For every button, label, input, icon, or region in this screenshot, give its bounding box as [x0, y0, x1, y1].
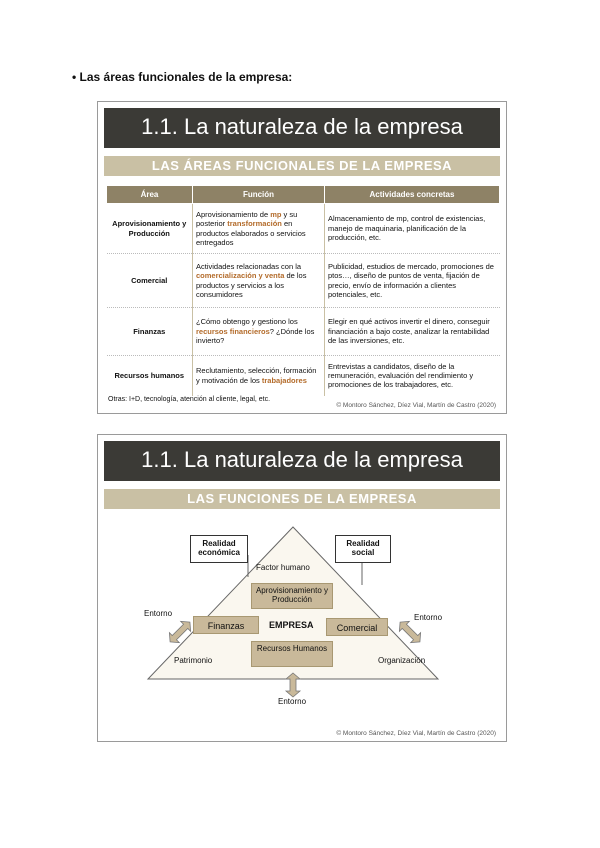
slide-subtitle: LAS FUNCIONES DE LA EMPRESA	[187, 491, 417, 506]
empresa-label: EMPRESA	[269, 620, 314, 630]
column-header-area: Área	[107, 186, 193, 204]
organizacion-label: Organización	[378, 656, 426, 665]
activities-cell: Elegir en qué activos invertir el dinero, conseguir financiación a bajo coste, analizar la rentabilidad de las inversiones, etc.	[325, 308, 500, 356]
areas-table	[106, 185, 500, 396]
table-row	[107, 308, 500, 356]
slide-areas-funcionales	[97, 101, 507, 414]
slide-title: 1.1. La naturaleza de la empresa	[141, 114, 463, 139]
table-row	[107, 204, 500, 254]
recursos-humanos-box: Recursos Humanos	[251, 641, 333, 667]
function-cell: Actividades relacionadas con la comercialización y venta de los productos y servicios a los consumidores	[193, 254, 325, 308]
column-header-actividades: Actividades concretas	[325, 186, 500, 204]
entorno-bottom-label: Entorno	[278, 697, 307, 706]
column-header-funcion: Función	[193, 186, 325, 204]
section-heading: • Las áreas funcionales de la empresa:	[72, 70, 293, 84]
area-cell: Recursos humanos	[107, 356, 193, 396]
comercial-box: Comercial	[326, 618, 388, 636]
function-cell: ¿Cómo obtengo y gestiono los recursos financieros? ¿Dónde los invierto?	[193, 308, 325, 356]
area-cell: Comercial	[107, 254, 193, 308]
slide-subtitle: LAS ÁREAS FUNCIONALES DE LA EMPRESA	[151, 158, 453, 173]
activities-cell: Entrevistas a candidatos, diseño de la remuneración, evaluación del rendimiento y promociones de los trabajadores, etc.	[325, 356, 500, 396]
area-cell: Aprovisionamiento y Producción	[107, 204, 193, 254]
table-header-row	[107, 186, 500, 204]
function-cell: Aprovisionamiento de mp y su posterior transformación en productos elaborados o servicios entregados	[193, 204, 325, 254]
activities-cell: Almacenamiento de mp, control de existencias, manejo de maquinaria, planificación de la producción, etc.	[325, 204, 500, 254]
slide-funciones-empresa	[97, 434, 507, 742]
realidad-social-box: Realidad social	[335, 535, 391, 563]
slide-credit: © Montoro Sánchez, Díez Vial, Martín de Castro (2020)	[336, 402, 496, 409]
realidad-economica-box: Realidad económica	[190, 535, 248, 563]
aprovisionamiento-box: Aprovisionamiento y Producción	[251, 583, 333, 609]
factor-humano-label: Factor humano	[256, 563, 310, 572]
entorno-left-label: Entorno	[144, 609, 173, 618]
finanzas-box: Finanzas	[193, 616, 259, 634]
slide-title: 1.1. La naturaleza de la empresa	[141, 447, 463, 472]
slide-credit: © Montoro Sánchez, Díez Vial, Martín de Castro (2020)	[336, 730, 496, 737]
table-row	[107, 356, 500, 396]
slide-subtitle-bar	[104, 156, 500, 176]
activities-cell: Publicidad, estudios de mercado, promociones de ptos…, diseño de puntos de venta, fijación de precio, envío de información a clientes potenciales, etc.	[325, 254, 500, 308]
function-cell: Reclutamiento, selección, formación y motivación de los trabajadores	[193, 356, 325, 396]
other-areas-note: Otras: I+D, tecnología, atención al cliente, legal, etc.	[108, 396, 271, 403]
slide-title-bar	[104, 108, 500, 148]
area-cell: Finanzas	[107, 308, 193, 356]
patrimonio-label: Patrimonio	[174, 656, 213, 665]
table-row	[107, 254, 500, 308]
entorno-right-label: Entorno	[414, 613, 443, 622]
